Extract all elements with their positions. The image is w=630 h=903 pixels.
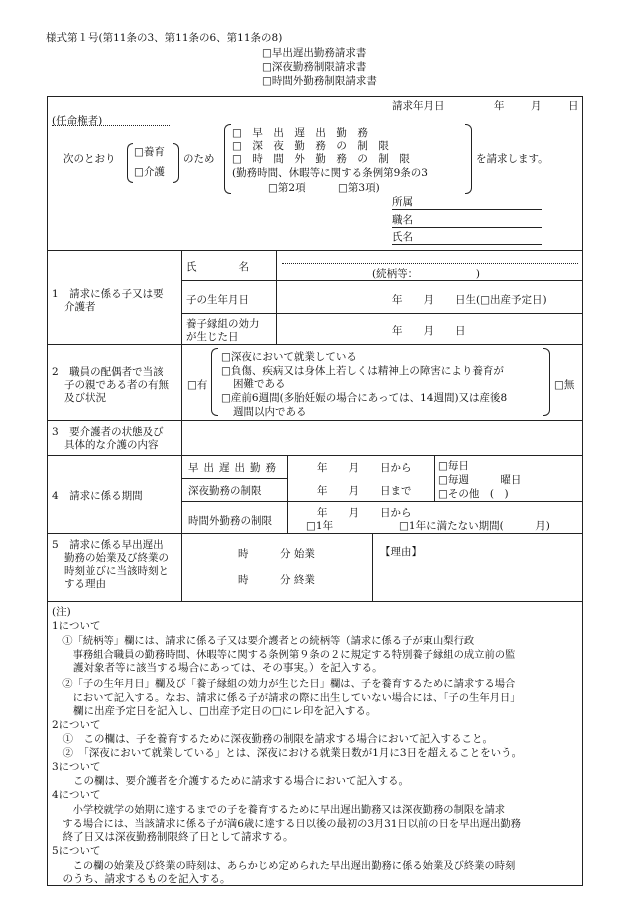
s2-item-pregnancy[interactable]: □産前6週間(多胎妊娠の場合にあっては、14週間)又は産後8 xyxy=(221,392,508,404)
note-line: 小学校就学の始期に達するまでの子を養育するために早出遅出勤務又は深夜勤務の制限を請求 xyxy=(52,804,506,816)
s2-bracket-right xyxy=(543,348,550,416)
col-divider xyxy=(181,533,182,601)
note-line: 護対象者等に該当する場合にあっては、その事実。）を記入する。 xyxy=(52,662,383,674)
col-divider xyxy=(287,455,288,533)
s5-start-time[interactable]: 時 分 始業 xyxy=(238,548,315,560)
s4-early: 早出遅出勤務 xyxy=(188,462,281,474)
s5-label-2: 勤務の始業及び終業の xyxy=(64,552,169,564)
note-line: 欄に出産予定日を記入し、□出産予定日の□にレ印を記入する。 xyxy=(52,705,377,717)
s1-label-2: 介護者 xyxy=(64,301,96,313)
s2-label-2: 子の親である者の有無 xyxy=(64,379,169,391)
s4-freq-weekly[interactable]: □毎週 曜日 xyxy=(438,474,522,486)
clause-3[interactable]: □第3項) xyxy=(338,182,380,194)
date-month: 月 xyxy=(531,100,542,112)
s1-birth-label: 子の生年月日 xyxy=(186,294,249,306)
date-year: 年 xyxy=(494,100,505,112)
note-line: のうち、請求するものを記入する。 xyxy=(52,873,231,885)
row-divider xyxy=(47,344,583,345)
row-divider xyxy=(181,313,583,314)
care-opt-childcare[interactable]: □養育 xyxy=(134,146,165,158)
regulation-text: (勤務時間、休暇等に関する条例第9条の3 xyxy=(232,167,428,179)
s5-label-4: する理由 xyxy=(64,578,106,590)
s2-label-1: 2 職員の配偶者で当該 xyxy=(52,366,164,378)
suffix-text: を請求します。 xyxy=(476,153,549,165)
s4-freq-daily[interactable]: □毎日 xyxy=(438,460,469,472)
title-overtime[interactable]: □時間外勤務制限請求書 xyxy=(262,75,377,87)
care-bracket-left xyxy=(127,143,133,183)
s4-ot-1yr[interactable]: □1年 xyxy=(306,520,334,532)
authority-line[interactable] xyxy=(52,125,170,126)
note-line: (注) xyxy=(52,606,71,618)
note-line: ①「続柄等」欄には、請求に係る子又は要介護者との続柄等（請求に係る子が東山梨行政 xyxy=(52,635,475,647)
authority: (任命権者) xyxy=(52,115,103,127)
title-early-late[interactable]: □早出遅出勤務請求書 xyxy=(262,47,367,59)
request-early-late[interactable]: □ 早 出 遅 出 勤 務 xyxy=(232,127,368,139)
date-label: 請求年月日 xyxy=(392,100,445,112)
s5-end-time[interactable]: 時 分 終業 xyxy=(238,574,315,586)
request-bracket-left xyxy=(224,124,231,194)
s5-label-1: 5 請求に係る早出遅出 xyxy=(52,539,164,551)
form-number: 様式第１号(第11条の3、第11条の6、第11条の8) xyxy=(46,32,283,44)
care-bracket-right xyxy=(173,143,179,183)
note-line: 終了日又は深夜勤務制限終了日として請求する。 xyxy=(52,831,294,843)
s4-ot-from[interactable]: 年 月 日から xyxy=(317,507,412,519)
note-line: 5について xyxy=(52,845,101,857)
col-divider xyxy=(276,250,277,344)
s1-name-field[interactable] xyxy=(282,263,578,264)
note-line: 2について xyxy=(52,719,101,731)
note-line: する場合には、当該請求に係る子が満6歳に達する日以後の最初の3月31日以前の日を早出遅出勤務 xyxy=(52,818,521,830)
note-line: において記入する。なお、請求に係る子が請求の際に出生していない場合には、「子の生年月日」 xyxy=(52,692,521,704)
name-label: 氏名 xyxy=(392,231,413,243)
affiliation-label: 所属 xyxy=(392,196,413,208)
s2-no[interactable]: □無 xyxy=(554,379,575,391)
s3-label-2: 具体的な介護の内容 xyxy=(64,439,159,451)
title-night[interactable]: □深夜勤務制限請求書 xyxy=(262,61,367,73)
col-divider xyxy=(181,455,182,533)
s2-item-pregnancy-2: 週間以内である xyxy=(233,406,307,418)
note-line: 1について xyxy=(52,620,101,632)
s2-bracket-left xyxy=(211,348,218,416)
note-line: ① この欄は、子を養育するために深夜勤務の制限を請求する場合において記入すること。 xyxy=(52,733,493,745)
s2-yes[interactable]: □有 xyxy=(187,379,208,391)
note-line: ②「子の生年月日」欄及び「養子縁組の効力が生じた日」欄は、子を養育するために請求する場合 xyxy=(52,678,516,690)
note-line: 事務組合職員の勤務時間、休暇等に関する条例第９条の２に規定する特別養子縁組の成立前の監 xyxy=(52,649,516,661)
s1-relation[interactable]: (続柄等： ) xyxy=(372,268,480,280)
prefix-text: 次のとおり xyxy=(63,153,116,165)
s1-birth-value[interactable]: 年 月 日生(□出産予定日) xyxy=(392,294,547,306)
s2-item-injury-2: 困難である xyxy=(233,378,286,390)
s4-from[interactable]: 年 月 日から xyxy=(317,462,412,474)
clause-2[interactable]: □第2項 xyxy=(268,182,306,194)
note-line: ② 「深夜において就業している」とは、深夜における就業日数が1月に3日を超えることをいう。 xyxy=(52,747,523,759)
request-bracket-right xyxy=(465,124,472,194)
s2-label-3: 及び状況 xyxy=(64,392,106,404)
request-night[interactable]: □ 深 夜 勤 務 の 制 限 xyxy=(232,140,389,152)
col-divider xyxy=(434,455,435,501)
s4-overtime: 時間外勤務の制限 xyxy=(188,515,272,527)
care-opt-nursing[interactable]: □介護 xyxy=(134,166,165,178)
col-divider xyxy=(181,250,182,344)
s4-label: 4 請求に係る期間 xyxy=(52,490,143,502)
date-day: 日 xyxy=(568,100,579,112)
position-label: 職名 xyxy=(392,214,413,226)
s2-item-night[interactable]: □深夜において就業している xyxy=(221,351,357,363)
s4-ot-less[interactable]: □1年に満たない期間( 月) xyxy=(399,520,550,532)
s4-until[interactable]: 年 月 日まで xyxy=(317,485,412,497)
row-divider xyxy=(181,501,583,502)
row-divider xyxy=(47,601,583,602)
note-line: 3について xyxy=(52,761,101,773)
s1-label-1: 1 請求に係る子又は要 xyxy=(52,288,164,300)
position-line[interactable] xyxy=(392,227,542,228)
row-divider xyxy=(181,478,287,479)
name-line[interactable] xyxy=(392,244,542,245)
affiliation-line[interactable] xyxy=(392,209,542,210)
row-divider xyxy=(47,455,583,456)
note-line: この欄の始業及び終業の時刻は、あらかじめ定められた早出遅出勤務に係る始業及び終業の時刻 xyxy=(52,860,516,872)
col-divider xyxy=(181,344,182,420)
s5-label-3: 時刻並びに当該時刻と xyxy=(64,565,169,577)
for-text: のため xyxy=(183,153,215,165)
s1-adopt-value[interactable]: 年 月 日 xyxy=(392,325,466,337)
row-divider xyxy=(47,420,583,421)
s1-name-label: 氏 名 xyxy=(186,261,249,273)
note-line: この欄は、要介護者を介護するために請求する場合において記入する。 xyxy=(52,775,409,787)
s3-label-1: 3 要介護者の状態及び xyxy=(52,426,164,438)
s5-reason[interactable]: 【理由】 xyxy=(380,546,422,558)
s1-adopt-label-1: 養子縁組の効力 xyxy=(186,318,260,330)
request-overtime[interactable]: □ 時 間 外 勤 務 の 制 限 xyxy=(232,153,410,165)
col-divider xyxy=(181,420,182,455)
col-divider xyxy=(372,533,373,601)
s4-night: 深夜勤務の制限 xyxy=(188,485,262,497)
row-divider xyxy=(47,250,583,251)
s2-item-injury[interactable]: □負傷、疾病又は身体上若しくは精神上の障害により養育が xyxy=(221,365,504,377)
row-divider xyxy=(47,533,583,534)
s1-adopt-label-2: が生じた日 xyxy=(186,331,239,343)
note-line: 4について xyxy=(52,789,101,801)
s4-freq-other[interactable]: □その他 ( ) xyxy=(438,488,509,500)
